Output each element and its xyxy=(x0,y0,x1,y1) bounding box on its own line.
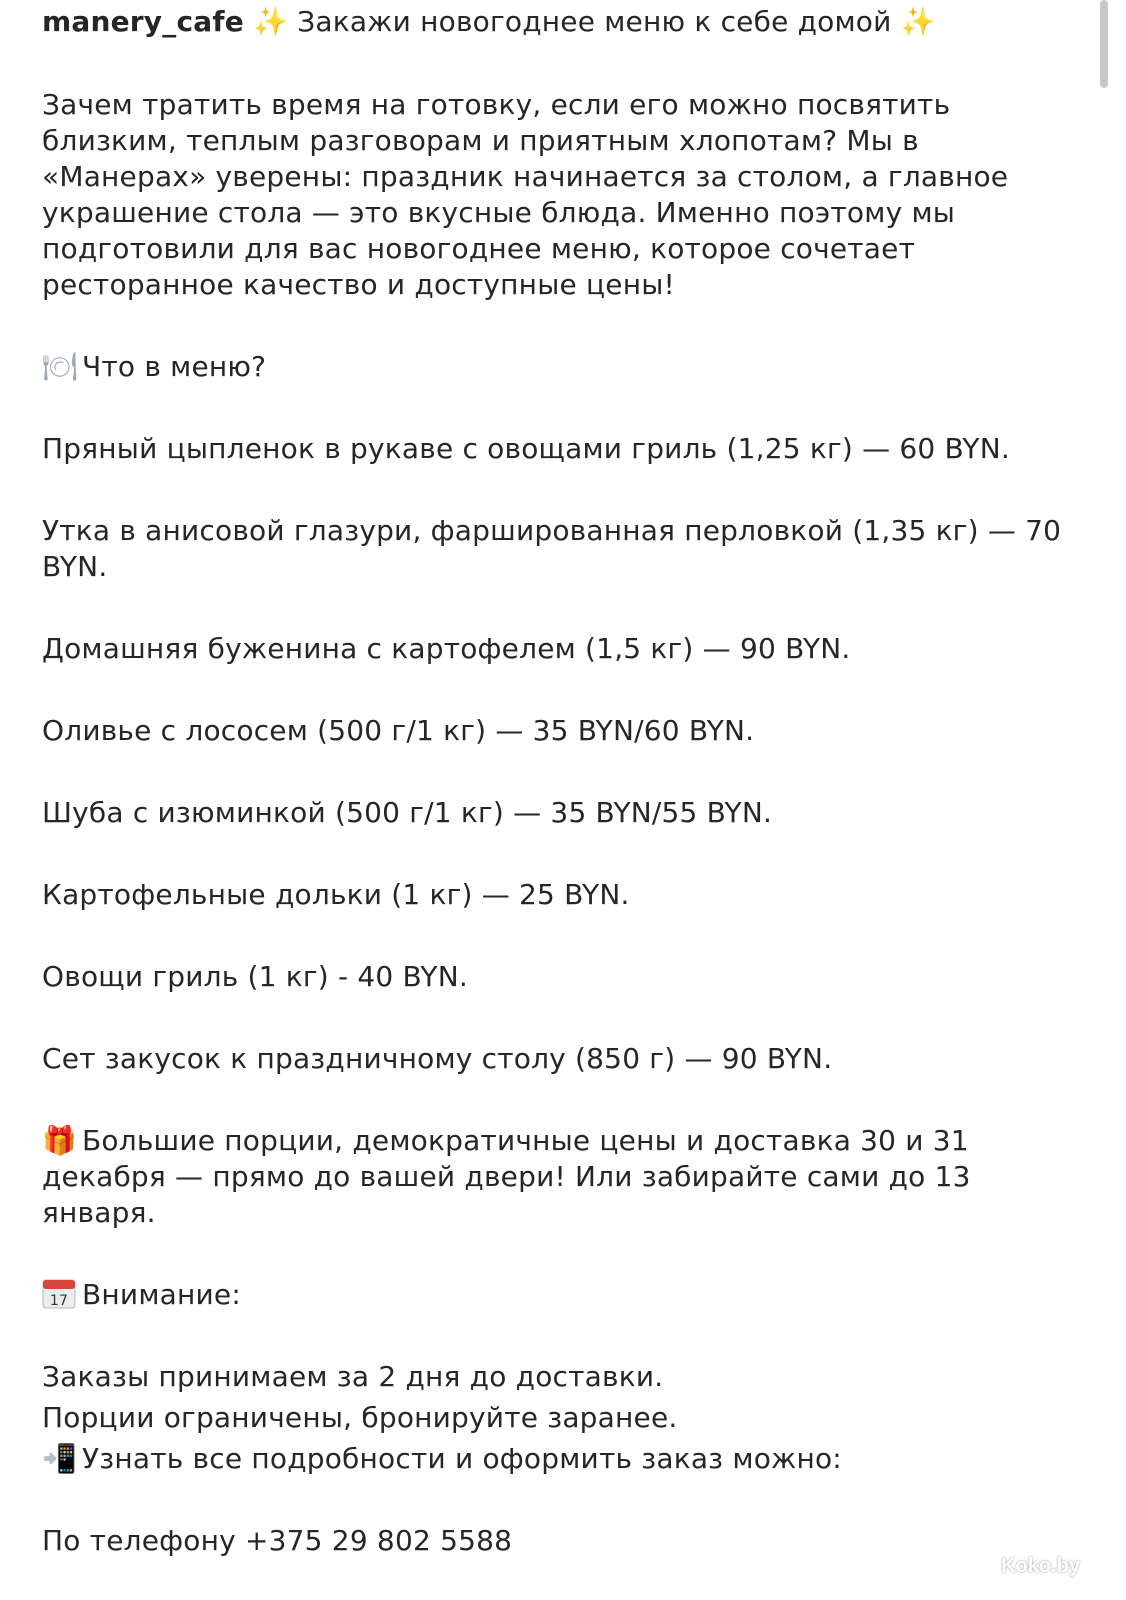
sparkles-icon: ✨ xyxy=(900,5,936,38)
menu-heading-text: Что в меню? xyxy=(82,350,267,383)
caption-header xyxy=(42,4,936,40)
phone-arrow-icon: 📲 xyxy=(42,1442,78,1475)
menu-item: Пряный цыпленок в рукаве с овощами гриль (1,25 кг) — 60 BYN. xyxy=(42,432,1010,465)
gift-icon: 🎁 xyxy=(42,1124,78,1157)
menu-item: Овощи гриль (1 кг) - 40 BYN. xyxy=(42,960,468,993)
plate-cutlery-icon: 🍽 xyxy=(42,350,78,383)
promo-line xyxy=(42,1123,969,1159)
menu-item: BYN. xyxy=(42,550,108,583)
intro-line: близким, теплым разговорам и приятным хлопотам? Мы в xyxy=(42,124,919,157)
note-line: Заказы принимаем за 2 дня до доставки. xyxy=(42,1360,664,1393)
watermark: Koko.by xyxy=(1001,1555,1080,1577)
menu-item: Сет закусок к праздничному столу (850 г) — 90 BYN. xyxy=(42,1042,833,1075)
contact-intro xyxy=(42,1441,842,1477)
attention-heading xyxy=(42,1277,241,1313)
menu-item: Шуба с изюминкой (500 г/1 кг) — 35 BYN/55 BYN. xyxy=(42,796,773,829)
note-line: Порции ограничены, бронируйте заранее. xyxy=(42,1401,678,1434)
menu-item: Утка в анисовой глазури, фаршированная перловкой (1,35 кг) — 70 xyxy=(42,514,1062,547)
intro-line: подготовили для вас новогоднее меню, которое сочетает xyxy=(42,232,916,265)
promo-line: декабря — прямо до вашей двери! Или забирайте сами до 13 xyxy=(42,1160,971,1193)
promo-line: января. xyxy=(42,1196,156,1229)
menu-item: Оливье с лососем (500 г/1 кг) — 35 BYN/60 BYN. xyxy=(42,714,755,747)
contact-intro-text: Узнать все подробности и оформить заказ можно: xyxy=(82,1442,842,1475)
menu-item: Картофельные дольки (1 кг) — 25 BYN. xyxy=(42,878,630,911)
caption-headline: Закажи новогоднее меню к себе домой xyxy=(297,5,892,38)
attention-heading-text: Внимание: xyxy=(82,1278,241,1311)
promo-text: Большие порции, демократичные цены и доставка 30 и 31 xyxy=(82,1124,969,1157)
sparkles-icon: ✨ xyxy=(253,5,298,38)
scrollbar[interactable] xyxy=(1100,0,1108,88)
intro-line: украшение стола — это вкусные блюда. Именно поэтому мы xyxy=(42,196,956,229)
intro-line: Зачем тратить время на готовку, если его можно посвятить xyxy=(42,88,951,121)
phone-line[interactable]: По телефону +375 29 802 5588 xyxy=(42,1524,513,1557)
calendar-date: 17 xyxy=(49,1293,69,1309)
username-link[interactable]: manery_cafe xyxy=(42,5,244,38)
intro-line: ресторанное качество и доступные цены! xyxy=(42,268,675,301)
menu-heading xyxy=(42,349,266,385)
calendar-icon xyxy=(42,1277,82,1313)
menu-item: Домашняя буженина с картофелем (1,5 кг) — 90 BYN. xyxy=(42,632,851,665)
intro-line: «Манерах» уверены: праздник начинается за столом, а главное xyxy=(42,160,1009,193)
